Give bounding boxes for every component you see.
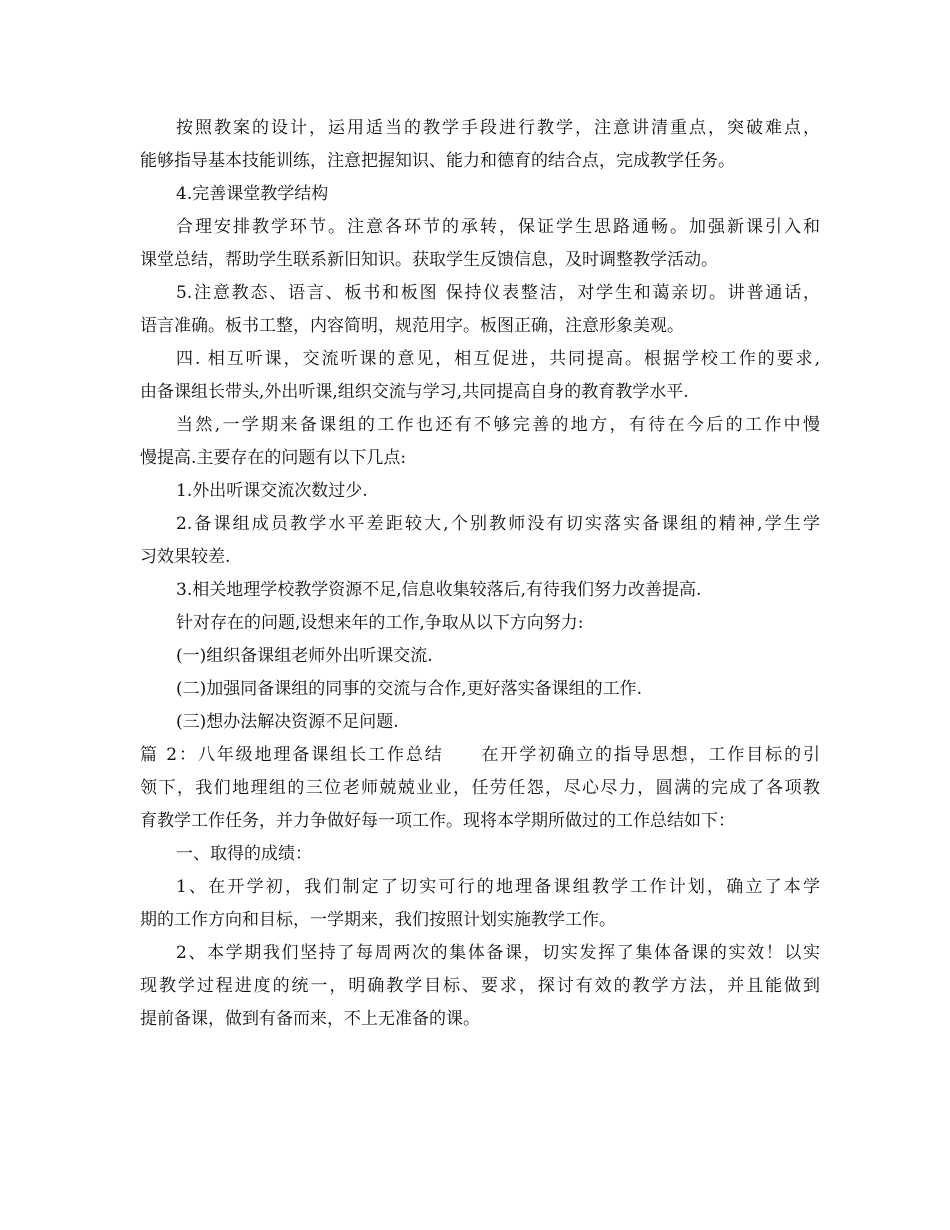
- text-line: 育教学工作任务，并力争做好每一项工作。现将本学期所做过的工作总结如下：: [140, 811, 735, 831]
- text-line: 慢提高.主要存在的问题有以下几点:: [140, 448, 407, 468]
- text-line: (三)想办法解决资源不足问题.: [176, 712, 399, 732]
- text-line: 当然,一学期来备课组的工作也还有不够完善的地方，有待在今后的工作中慢: [176, 415, 820, 435]
- text-line: 能够指导基本技能训练，注意把握知识、能力和德育的结合点，完成教学任务。: [140, 151, 735, 171]
- text-line: 由备课组长带头,外出听课,组织交流与学习,共同提高自身的教育教学水平.: [140, 382, 689, 402]
- text-line: 按照教案的设计，运用适当的教学手段进行教学，注意讲清重点，突破难点，: [176, 118, 820, 138]
- text-line: 习效果较差.: [140, 547, 231, 567]
- text-line: 期的工作方向和目标，一学期来，我们按照计划实施教学工作。: [140, 910, 616, 930]
- text-line: 1、在开学初，我们制定了切实可行的地理备课组教学工作计划，确立了本学: [176, 877, 820, 897]
- text-line: 一、取得的成绩：: [176, 844, 312, 864]
- text-line: 篇 2：八年级地理备课组长工作总结 在开学初确立的指导思想，工作目标的引: [140, 745, 820, 765]
- text-line: 合理安排教学环节。注意各环节的承转，保证学生思路通畅。加强新课引入和: [176, 217, 820, 237]
- text-line: 2.备课组成员教学水平差距较大,个别教师没有切实落实备课组的精神,学生学: [176, 514, 820, 534]
- text-line: (二)加强同备课组的同事的交流与合作,更好落实备课组的工作.: [176, 679, 643, 699]
- text-line: 1.外出听课交流次数过少.: [176, 481, 368, 501]
- text-line: 现教学过程进度的统一，明确教学目标、要求，探讨有效的教学方法，并且能做到: [140, 976, 820, 996]
- text-line: 语言准确。板书工整，内容简明，规范用字。板图正确，注意形象美观。: [140, 316, 684, 336]
- text-line: 四. 相互听课，交流听课的意见，相互促进，共同提高。根据学校工作的要求,: [176, 349, 820, 369]
- text-line: 针对存在的问题,设想来年的工作,争取从以下方向努力:: [176, 613, 584, 633]
- text-line: 领下，我们地理组的三位老师兢兢业业，任劳任怨，尽心尽力，圆满的完成了各项教: [140, 778, 820, 798]
- document-body: [140, 112, 820, 1036]
- text-line: 提前备课，做到有备而来，不上无准备的课。: [140, 1009, 480, 1029]
- text-line: 2、本学期我们坚持了每周两次的集体备课，切实发挥了集体备课的实效！以实: [176, 943, 820, 963]
- text-line: 5.注意教态、语言、板书和板图 保持仪表整洁，对学生和蔼亲切。讲普通话，: [176, 283, 820, 303]
- text-line: (一)组织备课组老师外出听课交流.: [176, 646, 433, 666]
- text-line: 3.相关地理学校教学资源不足,信息收集较落后,有待我们努力改善提高.: [176, 580, 702, 600]
- text-line: 课堂总结，帮助学生联系新旧知识。获取学生反馈信息，及时调整教学活动。: [140, 250, 718, 270]
- text-line: 4.完善课堂教学结构: [176, 184, 329, 204]
